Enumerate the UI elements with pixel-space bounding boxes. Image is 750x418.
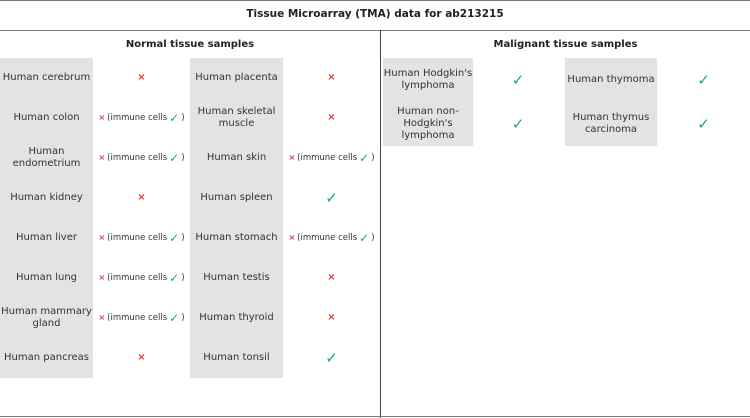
tissue-result [93, 298, 190, 338]
tissue-result [283, 298, 380, 338]
positive-check-icon: ✓ [169, 311, 180, 325]
immune-cells-note [98, 232, 184, 244]
section-divider [380, 30, 381, 418]
top-rule [0, 0, 750, 1]
tissue-name: Human Hodgkin's lymphoma [383, 58, 473, 102]
tissue-name: Human liver [0, 218, 93, 258]
negative-cross-icon: × [327, 112, 336, 123]
negative-cross-icon: × [327, 312, 336, 323]
immune-cells-note [98, 312, 184, 324]
positive-check-icon: ✓ [169, 151, 180, 165]
tissue-result [283, 258, 380, 298]
tissue-name: Human skeletal muscle [190, 98, 283, 138]
tissue-result [473, 102, 563, 146]
bottom-rule [0, 416, 750, 417]
section-malignant-heading: Malignant tissue samples [493, 39, 638, 50]
tissue-name: Human cerebrum [0, 58, 93, 98]
immune-cells-label: (immune cells [297, 153, 358, 163]
tissue-name: Human placenta [190, 58, 283, 98]
negative-cross-icon: × [327, 272, 336, 283]
tissue-name: Human endometrium [0, 138, 93, 178]
immune-cells-close: ) [181, 113, 185, 123]
tissue-name: Human mammary gland [0, 298, 93, 338]
immune-cells-close: ) [181, 273, 185, 283]
positive-check-icon: ✓ [325, 349, 338, 367]
positive-check-icon: ✓ [169, 111, 180, 125]
tissue-result [93, 58, 190, 98]
tissue-name: Human lung [0, 258, 93, 298]
negative-cross-icon: × [137, 72, 146, 83]
positive-check-icon: ✓ [511, 115, 525, 133]
tissue-result [93, 98, 190, 138]
negative-cross-icon: × [327, 72, 336, 83]
tissue-result [93, 138, 190, 178]
positive-check-icon: ✓ [697, 115, 710, 133]
immune-cells-note [98, 112, 184, 124]
tissue-name: Human thyroid [190, 298, 283, 338]
negative-cross-icon: × [288, 233, 296, 242]
immune-cells-label: (immune cells [107, 233, 168, 243]
positive-check-icon: ✓ [325, 189, 338, 207]
positive-check-icon: ✓ [169, 231, 180, 245]
tissue-result [283, 138, 380, 178]
immune-cells-close: ) [181, 233, 185, 243]
tissue-name: Human spleen [190, 178, 283, 218]
immune-cells-label: (immune cells [107, 153, 168, 163]
immune-cells-label: (immune cells [107, 273, 168, 283]
immune-cells-label: (immune cells [107, 113, 168, 123]
negative-cross-icon: × [137, 192, 146, 203]
immune-cells-close: ) [371, 153, 375, 163]
positive-check-icon: ✓ [169, 271, 180, 285]
tissue-result [657, 102, 750, 146]
tissue-name: Human pancreas [0, 338, 93, 378]
negative-cross-icon: × [98, 313, 106, 322]
negative-cross-icon: × [288, 153, 296, 162]
page-title: Tissue Microarray (TMA) data for ab213215 [246, 8, 504, 20]
immune-cells-note [288, 152, 374, 164]
immune-cells-label: (immune cells [107, 313, 168, 323]
tissue-result [93, 338, 190, 378]
tissue-result [283, 338, 380, 378]
tissue-result [283, 178, 380, 218]
tissue-result [283, 218, 380, 258]
negative-cross-icon: × [98, 233, 106, 242]
tissue-name: Human colon [0, 98, 93, 138]
section-normal-heading: Normal tissue samples [125, 39, 255, 50]
tissue-result [283, 98, 380, 138]
immune-cells-label: (immune cells [297, 233, 358, 243]
tissue-result [283, 58, 380, 98]
title-rule [0, 30, 750, 31]
positive-check-icon: ✓ [359, 151, 370, 165]
negative-cross-icon: × [98, 113, 106, 122]
tissue-name: Human kidney [0, 178, 93, 218]
positive-check-icon: ✓ [359, 231, 370, 245]
immune-cells-close: ) [181, 313, 185, 323]
tissue-result [657, 58, 750, 102]
tissue-name: Human testis [190, 258, 283, 298]
immune-cells-close: ) [371, 233, 375, 243]
negative-cross-icon: × [98, 273, 106, 282]
tissue-name: Human stomach [190, 218, 283, 258]
immune-cells-note [288, 232, 374, 244]
immune-cells-note [98, 272, 184, 284]
tissue-name: Human non-Hodgkin's lymphoma [383, 102, 473, 146]
immune-cells-note [98, 152, 184, 164]
positive-check-icon: ✓ [511, 71, 525, 89]
tissue-name: Human tonsil [190, 338, 283, 378]
tissue-name: Human thymoma [565, 58, 657, 102]
tissue-name: Human skin [190, 138, 283, 178]
negative-cross-icon: × [137, 352, 146, 363]
positive-check-icon: ✓ [697, 71, 710, 89]
tissue-result [93, 178, 190, 218]
tissue-result [473, 58, 563, 102]
tissue-result [93, 258, 190, 298]
tissue-result [93, 218, 190, 258]
tissue-name: Human thymus carcinoma [565, 102, 657, 146]
negative-cross-icon: × [98, 153, 106, 162]
immune-cells-close: ) [181, 153, 185, 163]
